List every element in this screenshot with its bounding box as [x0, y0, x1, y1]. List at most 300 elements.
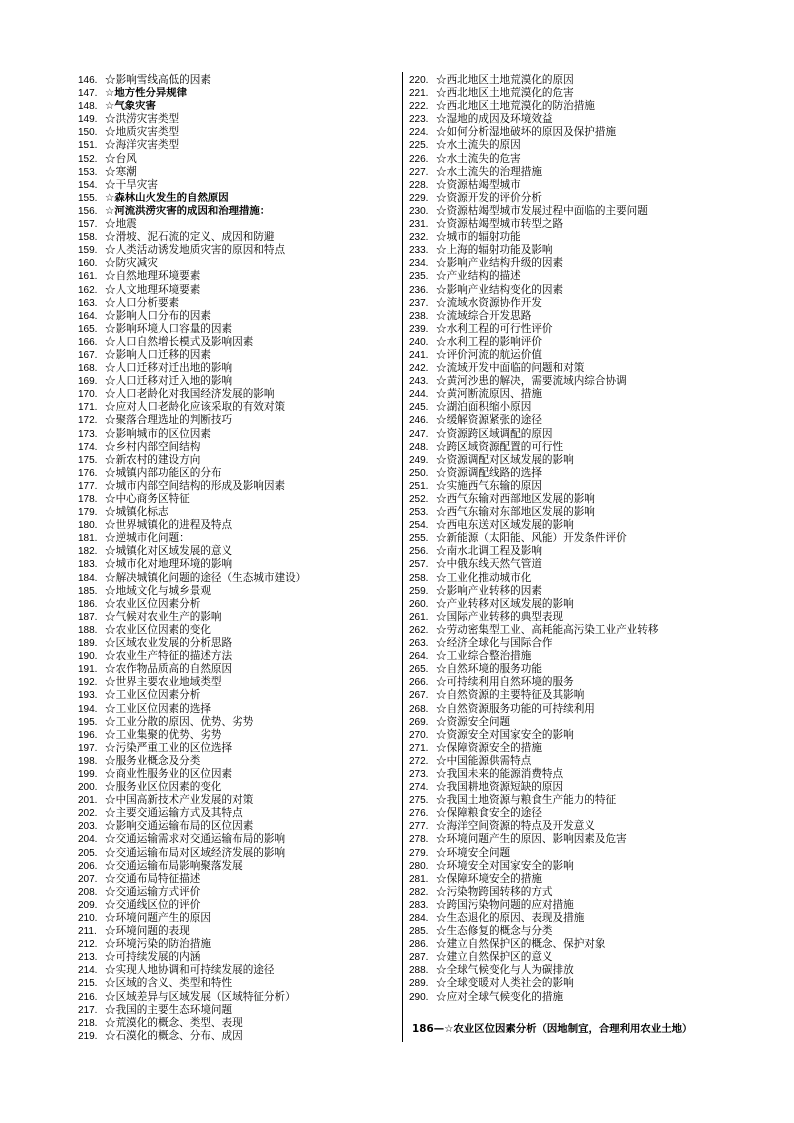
list-item — [78, 781, 396, 794]
item-text: ☆自然环境的服务功能 — [436, 663, 542, 676]
item-number: 205. — [78, 847, 98, 859]
item-number: 211. — [78, 926, 97, 938]
item-text: ☆生态退化的原因、表现及措施 — [436, 912, 585, 924]
list-item — [78, 860, 396, 873]
list-item — [409, 833, 739, 846]
item-number: 264. — [409, 651, 429, 663]
item-text: ☆人口分析要素 — [105, 296, 180, 309]
list-item — [78, 270, 396, 283]
list-item — [409, 205, 739, 218]
item-number: 226. — [409, 153, 429, 165]
item-text: ☆保障环境安全的措施 — [436, 872, 542, 885]
item-number: 254. — [409, 520, 429, 532]
item-number: 225. — [409, 140, 429, 152]
list-item — [78, 637, 396, 650]
item-number: 269. — [409, 716, 429, 728]
item-number: 228. — [409, 179, 429, 191]
item-text: ☆流域开发中面临的问题和对策 — [436, 362, 585, 375]
item-number: 146. — [78, 75, 98, 86]
item-number: 155. — [78, 192, 98, 204]
item-text: ☆人类活动诱发地质灾害的原因和特点 — [105, 244, 286, 257]
item-number: 252. — [409, 494, 429, 505]
item-number: 283. — [409, 899, 429, 911]
list-item — [78, 873, 396, 886]
item-number: 168. — [78, 363, 98, 375]
item-number: 174. — [78, 441, 98, 453]
item-text: ☆水土流失的原因 — [436, 139, 521, 152]
item-number: 265. — [409, 664, 429, 676]
item-number: 210. — [78, 913, 98, 924]
item-number: 261. — [409, 611, 429, 623]
item-text: ☆水土流失的危害 — [436, 152, 521, 165]
item-number: 240. — [409, 336, 429, 348]
item-number: 270. — [409, 729, 429, 741]
item-number: 164. — [78, 310, 98, 322]
item-number: 188. — [78, 624, 98, 636]
item-number: 219. — [78, 1030, 98, 1042]
item-text: ☆跨区域资源配置的可行性 — [436, 440, 564, 453]
item-number: 202. — [78, 808, 98, 820]
list-item — [409, 860, 739, 873]
item-text: ☆干旱灾害 — [105, 178, 158, 191]
item-number: 287. — [409, 952, 429, 964]
item-number: 284. — [409, 913, 429, 924]
item-number: 282. — [409, 886, 429, 898]
item-text: ☆服务业概念及分类 — [105, 754, 201, 767]
item-number: 257. — [409, 559, 429, 571]
list-item — [409, 611, 739, 624]
item-number: 248. — [409, 441, 429, 453]
list-item — [78, 414, 396, 427]
item-number: 190. — [78, 651, 98, 663]
list-item — [78, 794, 396, 807]
item-text: ☆地质灾害类型 — [105, 126, 180, 139]
item-number: 235. — [409, 271, 429, 283]
item-text: ☆聚落合理选址的判断技巧 — [105, 414, 233, 427]
list-item — [409, 74, 739, 87]
list-item — [409, 297, 739, 310]
item-number: 266. — [409, 677, 429, 689]
list-item — [409, 139, 739, 152]
item-text: ☆交通运输方式评价 — [105, 885, 201, 898]
item-number: 230. — [409, 205, 429, 217]
item-text: ☆台风 — [105, 152, 137, 165]
list-item — [78, 297, 396, 310]
item-number: 203. — [78, 821, 98, 833]
item-text: ☆影响产业结构升级的因素 — [436, 257, 564, 270]
item-number: 229. — [409, 192, 429, 204]
list-item — [78, 572, 396, 585]
list-item — [409, 336, 739, 349]
item-text: ☆洪涝灾害类型 — [105, 113, 180, 126]
item-text: ☆湖泊面积缩小原因 — [436, 401, 532, 414]
item-text: ☆寒潮 — [105, 165, 137, 178]
list-item — [409, 951, 739, 964]
list-item — [409, 388, 739, 401]
item-number: 180. — [78, 520, 98, 532]
item-text: ☆资源枯竭型城市转型之路 — [436, 218, 564, 231]
list-item — [409, 506, 739, 519]
list-item — [78, 153, 396, 166]
item-text: ☆资源枯竭型城市 — [436, 178, 521, 191]
item-number: 159. — [78, 245, 98, 257]
list-item — [78, 951, 396, 964]
item-text: ☆西气东输对西部地区发展的影响 — [436, 493, 595, 505]
item-number: 177. — [78, 480, 98, 492]
item-text: ☆气候对农业生产的影响 — [105, 610, 222, 623]
item-text: ☆交通运输布局对区域经济发展的影响 — [105, 846, 286, 859]
item-text: ☆中国高新技术产业发展的对策 — [105, 794, 254, 807]
list-item — [78, 284, 396, 297]
list-item — [409, 519, 739, 532]
item-number: 186. — [78, 598, 98, 610]
item-text: ☆工业化推动城市化 — [436, 571, 532, 584]
item-text: ☆湿地的成因及环境效益 — [436, 113, 553, 126]
list-item — [78, 938, 396, 951]
item-text: ☆上海的辐射功能及影响 — [436, 244, 553, 257]
list-item — [409, 781, 739, 794]
item-text: ☆海洋空间资源的特点及开发意义 — [436, 820, 595, 833]
list-item — [409, 454, 739, 467]
item-number: 274. — [409, 782, 429, 794]
list-item — [78, 650, 396, 663]
item-text: ☆影响环境人口容量的因素 — [105, 322, 233, 335]
item-text: ☆水土流失的治理措施 — [436, 165, 542, 178]
item-text: ☆防灾减灾 — [105, 257, 158, 270]
item-text: ☆黄河断流原因、措施 — [436, 388, 542, 401]
item-text: ☆石漠化的概念、分布、成因 — [105, 1029, 243, 1042]
item-text: ☆跨国污染物问题的应对措施 — [436, 898, 574, 911]
list-item — [78, 139, 396, 152]
list-item — [78, 768, 396, 781]
item-text: ☆农作物品质高的自然原因 — [105, 663, 233, 676]
list-item — [409, 938, 739, 951]
item-number: 199. — [78, 768, 98, 780]
list-item — [409, 166, 739, 179]
item-text: ☆我国土地资源与粮食生产能力的特征 — [436, 794, 617, 807]
list-item — [409, 977, 739, 990]
list-item — [78, 585, 396, 598]
list-item — [78, 899, 396, 912]
list-item — [409, 598, 739, 611]
list-item — [78, 977, 396, 990]
list-item — [409, 663, 739, 676]
list-item — [409, 126, 739, 139]
item-number: 216. — [78, 991, 98, 1003]
item-number: 223. — [409, 114, 429, 126]
item-text: ☆全球气候变化与人为碳排放 — [436, 964, 574, 977]
item-text: ☆建立自然保护区的概念、保护对象 — [436, 938, 606, 951]
item-text: ☆地震 — [105, 218, 137, 231]
item-text: ☆缓解资源紧张的途径 — [436, 414, 542, 427]
list-item — [78, 1004, 396, 1017]
item-text: ☆交通线区位的评价 — [105, 898, 201, 911]
list-item — [409, 323, 739, 336]
list-item — [409, 532, 739, 545]
item-number: 169. — [78, 376, 98, 388]
item-number: 173. — [78, 428, 98, 440]
item-number: 208. — [78, 886, 98, 898]
item-number: 192. — [78, 677, 98, 689]
list-item — [409, 807, 739, 820]
list-item — [78, 100, 396, 113]
item-text: ☆我国的主要生态环境问题 — [105, 1003, 233, 1016]
item-text: ☆工业区位因素分析 — [105, 689, 201, 702]
item-text: ☆劳动密集型工业、高耗能高污染工业产业转移 — [436, 623, 659, 636]
item-text: ☆区域差异与区域发展（区域特征分析） — [105, 990, 296, 1003]
list-item — [409, 912, 739, 925]
item-number: 260. — [409, 598, 429, 610]
list-item — [409, 244, 739, 257]
item-text: ☆自然资源的主要特征及其影响 — [436, 689, 585, 702]
item-text: ☆黄河沙患的解决，需要流域内综合协调 — [436, 375, 627, 388]
list-item — [409, 310, 739, 323]
item-number: 253. — [409, 507, 429, 519]
item-text: ☆荒漠化的概念、类型、表现 — [105, 1016, 243, 1029]
list-item — [78, 480, 396, 493]
item-text: ☆城镇化对区域发展的意义 — [105, 545, 233, 558]
item-text: ☆工业综合整治措施 — [436, 650, 532, 663]
list-item — [409, 257, 739, 270]
item-text: ☆滑坡、泥石流的定义、成因和防避 — [105, 231, 275, 244]
item-text: ☆气象灾害 — [105, 100, 156, 113]
item-number: 176. — [78, 467, 98, 479]
list-item — [78, 689, 396, 702]
list-item — [78, 833, 396, 846]
list-item — [78, 1017, 396, 1030]
item-number: 201. — [78, 795, 98, 807]
item-text: ☆区域的含义、类型和特性 — [105, 977, 233, 990]
item-text: ☆交通运输需求对交通运输布局的影响 — [105, 833, 286, 846]
item-number: 244. — [409, 389, 429, 401]
item-text: ☆水利工程的可行性评价 — [436, 322, 553, 335]
item-number: 148. — [78, 101, 98, 113]
list-item — [78, 755, 396, 768]
item-text: ☆服务业区位因素的变化 — [105, 781, 222, 794]
item-number: 156. — [78, 205, 98, 217]
item-number: 215. — [78, 978, 98, 990]
list-item — [409, 480, 739, 493]
item-number: 187. — [78, 611, 98, 623]
list-item — [78, 179, 396, 192]
item-text: ☆资源安全对国家安全的影响 — [436, 728, 574, 741]
footer-note: 186—☆农业区位因素分析（因地制宜，合理利用农业土地） — [412, 1023, 693, 1035]
item-text: ☆污染严重工业的区位选择 — [105, 741, 233, 754]
item-text: ☆建立自然保护区的意义 — [436, 951, 553, 964]
item-number: 277. — [409, 821, 429, 833]
list-item — [78, 519, 396, 532]
item-text: ☆城镇内部功能区的分布 — [105, 466, 222, 479]
list-item — [409, 493, 739, 506]
item-text: ☆城镇化标志 — [105, 506, 169, 519]
list-item — [78, 964, 396, 977]
item-text: ☆南水北调工程及影响 — [436, 545, 542, 558]
list-item — [78, 886, 396, 899]
item-text: ☆资源调配对区域发展的影响 — [436, 453, 574, 466]
list-item — [409, 768, 739, 781]
item-number: 214. — [78, 965, 98, 977]
item-number: 184. — [78, 572, 98, 584]
item-number: 163. — [78, 297, 98, 309]
list-item — [409, 284, 739, 297]
item-number: 217. — [78, 1004, 98, 1016]
item-number: 220. — [409, 75, 429, 86]
item-number: 255. — [409, 533, 429, 545]
item-text: ☆应对人口老龄化应该采取的有效对策 — [105, 401, 286, 414]
item-number: 288. — [409, 965, 429, 977]
item-text: ☆城市化对地理环境的影响 — [105, 558, 233, 571]
item-text: ☆农业生产特征的描述方法 — [105, 650, 233, 663]
list-item — [409, 847, 739, 860]
item-text: ☆环境问题产生的原因 — [105, 912, 211, 924]
item-number: 286. — [409, 939, 429, 951]
item-text: ☆工业区位因素的选择 — [105, 702, 211, 715]
item-text: ☆影响产业转移的因素 — [436, 584, 542, 597]
item-number: 154. — [78, 179, 98, 191]
item-text: ☆影响交通运输布局的区位因素 — [105, 820, 254, 833]
list-item — [409, 87, 739, 100]
item-number: 167. — [78, 349, 98, 361]
item-number: 236. — [409, 284, 429, 296]
list-item — [78, 74, 396, 87]
list-item — [78, 991, 396, 1004]
list-item — [78, 467, 396, 480]
item-number: 273. — [409, 768, 429, 780]
item-number: 271. — [409, 742, 429, 754]
item-number: 153. — [78, 166, 98, 178]
list-item — [409, 231, 739, 244]
list-item — [78, 716, 396, 729]
item-number: 197. — [78, 742, 98, 754]
item-text: ☆资源安全问题 — [436, 715, 511, 728]
list-item — [409, 794, 739, 807]
item-text: ☆影响产业结构变化的因素 — [436, 283, 564, 296]
item-number: 218. — [78, 1017, 98, 1029]
list-item — [78, 166, 396, 179]
item-number: 275. — [409, 795, 429, 807]
item-number: 160. — [78, 258, 98, 270]
item-number: 249. — [409, 454, 429, 466]
list-item — [78, 598, 396, 611]
right-column-list — [409, 74, 739, 1004]
item-number: 198. — [78, 755, 98, 767]
item-text: ☆如何分析湿地破坏的原因及保护措施 — [436, 126, 617, 139]
list-item — [78, 244, 396, 257]
item-text: ☆产业转移对区域发展的影响 — [436, 597, 574, 610]
item-number: 182. — [78, 546, 98, 558]
item-text: ☆中俄东线天然气管道 — [436, 558, 542, 571]
item-number: 179. — [78, 507, 98, 519]
item-text: ☆农业区位因素的变化 — [105, 623, 211, 636]
item-number: 242. — [409, 363, 429, 375]
list-item — [409, 558, 739, 571]
item-text: ☆交通布局特征描述 — [105, 872, 201, 885]
list-item — [409, 401, 739, 414]
item-text: ☆资源枯竭型城市发展过程中面临的主要问题 — [436, 204, 648, 217]
item-text: ☆应对全球气候变化的措施 — [436, 990, 564, 1003]
list-item — [409, 742, 739, 755]
item-number: 231. — [409, 219, 429, 231]
item-number: 183. — [78, 559, 98, 571]
item-number: 251. — [409, 480, 429, 492]
item-number: 221. — [409, 88, 429, 100]
item-number: 222. — [409, 101, 429, 113]
item-number: 289. — [409, 978, 429, 990]
list-item — [78, 87, 396, 100]
item-number: 200. — [78, 782, 98, 794]
item-text: ☆森林山火发生的自然原因 — [105, 191, 229, 204]
list-item — [409, 676, 739, 689]
item-number: 161. — [78, 271, 98, 283]
item-text: ☆西电东送对区域发展的影响 — [436, 519, 574, 532]
item-text: ☆资源跨区域调配的原因 — [436, 427, 553, 440]
item-number: 207. — [78, 873, 98, 885]
item-number: 209. — [78, 899, 98, 911]
list-item — [78, 428, 396, 441]
list-item — [78, 323, 396, 336]
list-item — [78, 532, 396, 545]
item-number: 193. — [78, 690, 98, 702]
item-number: 224. — [409, 127, 429, 139]
item-number: 178. — [78, 494, 98, 505]
item-number: 172. — [78, 415, 98, 427]
item-text: ☆工业集聚的优势、劣势 — [105, 728, 222, 741]
list-item — [78, 703, 396, 716]
list-item — [409, 179, 739, 192]
item-number: 158. — [78, 232, 98, 244]
list-item — [409, 100, 739, 113]
item-number: 285. — [409, 926, 429, 938]
item-text: ☆流域水资源协作开发 — [436, 296, 542, 309]
item-text: ☆人口自然增长模式及影响因素 — [105, 335, 254, 348]
item-number: 268. — [409, 703, 429, 715]
item-text: ☆流域综合开发思路 — [436, 309, 532, 322]
item-text: ☆逆城市化问题： — [105, 532, 190, 545]
list-item — [78, 310, 396, 323]
list-item — [409, 964, 739, 977]
list-item — [78, 624, 396, 637]
item-text: ☆工业分散的原因、优势、劣势 — [105, 715, 254, 728]
item-text: ☆城市内部空间结构的形成及影响因素 — [105, 479, 286, 492]
item-number: 189. — [78, 638, 98, 650]
list-item — [409, 113, 739, 126]
item-text: ☆影响人口迁移的因素 — [105, 348, 211, 361]
column-divider — [402, 72, 403, 1042]
list-item — [78, 663, 396, 676]
item-number: 239. — [409, 323, 429, 335]
item-number: 149. — [78, 114, 98, 126]
item-number: 191. — [78, 664, 98, 676]
item-number: 262. — [409, 624, 429, 636]
item-number: 281. — [409, 873, 429, 885]
item-number: 279. — [409, 847, 429, 859]
item-text: ☆全球变暖对人类社会的影响 — [436, 977, 574, 990]
list-item — [409, 428, 739, 441]
list-item — [409, 545, 739, 558]
item-number: 258. — [409, 572, 429, 584]
item-text: ☆保障粮食安全的途径 — [436, 807, 542, 820]
item-text: ☆保障资源安全的措施 — [436, 741, 542, 754]
item-text: ☆自然资源服务功能的可持续利用 — [436, 702, 595, 715]
item-number: 290. — [409, 991, 429, 1003]
item-number: 234. — [409, 258, 429, 270]
list-item — [78, 231, 396, 244]
item-number: 204. — [78, 834, 98, 846]
list-item — [409, 270, 739, 283]
item-text: ☆影响城市的区位因素 — [105, 427, 211, 440]
list-item — [78, 742, 396, 755]
item-text: ☆水利工程的影响评价 — [436, 335, 542, 348]
